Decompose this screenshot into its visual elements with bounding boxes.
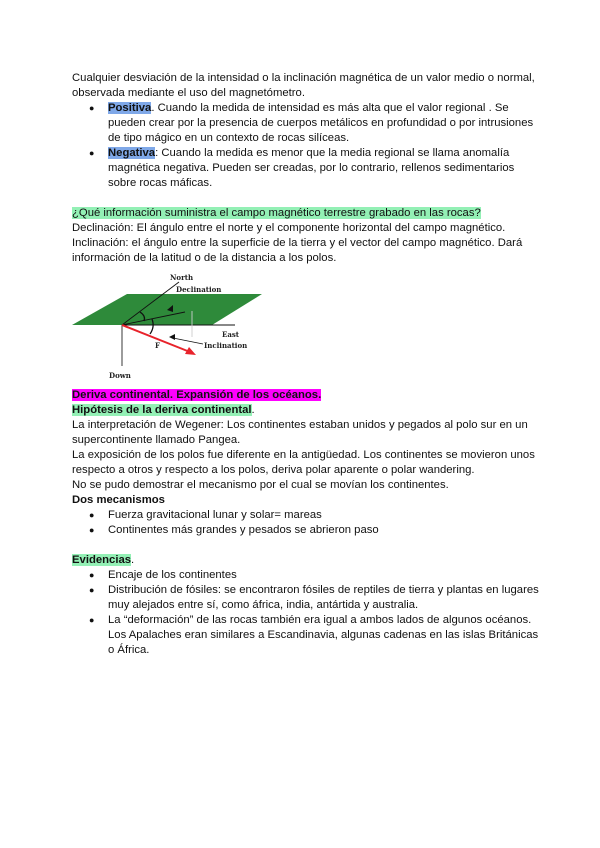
hipotesis-heading [72, 403, 542, 418]
inclination-arrowhead [169, 334, 175, 340]
bullet-dot: ● [89, 570, 95, 580]
deriva-heading [72, 388, 542, 403]
label-down: Down [109, 371, 131, 380]
deriva-title: Deriva continental. Expansión de los océanos. [72, 389, 322, 401]
hipotesis-title: Hipótesis de la deriva continental [72, 404, 252, 416]
bullet-dot: ● [89, 585, 95, 595]
horizontal-plane [72, 294, 262, 325]
bullet-dot: ● [89, 510, 95, 520]
bullet-dot: ● [89, 148, 95, 158]
bullet-dot: ● [89, 103, 95, 113]
bullet-dot: ● [89, 615, 95, 625]
bullet-evidencia-3 [72, 613, 542, 658]
inclination-pointer [173, 338, 203, 344]
evidencia-text: La “deformación” de las rocas también era igual a ambos lados de algunos océanos. Los Apalaches eran similares a Escandinavia, algunas cadenas en las islas Británicas o África. [108, 614, 539, 656]
evidencia-text: Encaje de los continentes [108, 569, 237, 581]
hipotesis-dot: . [251, 404, 255, 416]
bullet-mecanismo-2 [72, 523, 542, 538]
question-text: ¿Qué información suministra el campo magnético terrestre grabado en las rocas? [72, 207, 481, 219]
inclinacion-paragraph: Inclinación: el ángulo entre la superficie de la tierra y el vector del campo magnético. Dará información de la latitud o de la distancia a los polos. [72, 237, 523, 264]
evidencias-heading [72, 553, 542, 568]
document-page [72, 71, 542, 658]
label-f: F [155, 341, 160, 350]
bullet-positiva [72, 101, 542, 146]
bullet-dot: ● [89, 525, 95, 535]
bullet-mecanismo-1 [72, 508, 542, 523]
magnetic-field-figure [72, 274, 542, 382]
label-declination: Declination [176, 285, 222, 294]
label-east: East [222, 330, 240, 339]
text-negativa: : Cuando la medida es menor que la media regional se llama anomalía magnética negativa. Pueden ser creadas, por lo contrario, rellenos sedimentarios sobre rocas máficas. [108, 147, 515, 189]
bullet-evidencia-1 [72, 568, 542, 583]
magnetic-field-diagram [72, 274, 282, 382]
bullet-evidencia-2 [72, 583, 542, 613]
term-negativa: Negativa [108, 147, 156, 159]
label-north: North [170, 274, 194, 282]
wegener-paragraph: La interpretación de Wegener: Los continentes estaban unidos y pegados al polo sur en un supercontinente llamado Pangea. [72, 419, 528, 446]
label-inclination: Inclination [204, 341, 248, 350]
bullet-negativa [72, 146, 542, 191]
text-positiva: . Cuando la medida de intensidad es más alta que el valor regional . Se pueden crear por la presencia de cuerpos metálicos en profundidad o por intrusiones de tipo mágico en un contexto de rocas silíceas. [108, 102, 534, 144]
declinacion-paragraph: Declinación: El ángulo entre el norte y el componente horizontal del campo magnético. [72, 222, 506, 234]
mecanismo-paragraph: No se pudo demostrar el mecanismo por el cual se movían los continentes. [72, 479, 449, 491]
dos-mecanismos-heading: Dos mecanismos [72, 494, 165, 506]
evidencias-dot: . [131, 554, 135, 566]
mecanismo-text: Fuerza gravitacional lunar y solar= mareas [108, 509, 322, 521]
intro-paragraph: Cualquier desviación de la intensidad o la inclinación magnética de un valor medio o normal, observada mediante el uso del magnetómetro. [72, 72, 535, 99]
evidencias-title: Evidencias [72, 554, 132, 566]
mecanismo-text: Continentes más grandes y pesados se abrieron paso [108, 524, 379, 536]
term-positiva: Positiva [108, 102, 152, 114]
evidencia-text: Distribución de fósiles: se encontraron fósiles de reptiles de tierra y plantas en lugares muy alejados entre sí, como áfrica, india, antártida y australia. [108, 584, 539, 611]
question-heading [72, 206, 542, 221]
exposicion-paragraph: La exposición de los polos fue diferente en la antigüedad. Los continentes se movieron unos respecto a otros y respecto a los polos, deriva polar aparente o polar wandering. [72, 449, 535, 476]
